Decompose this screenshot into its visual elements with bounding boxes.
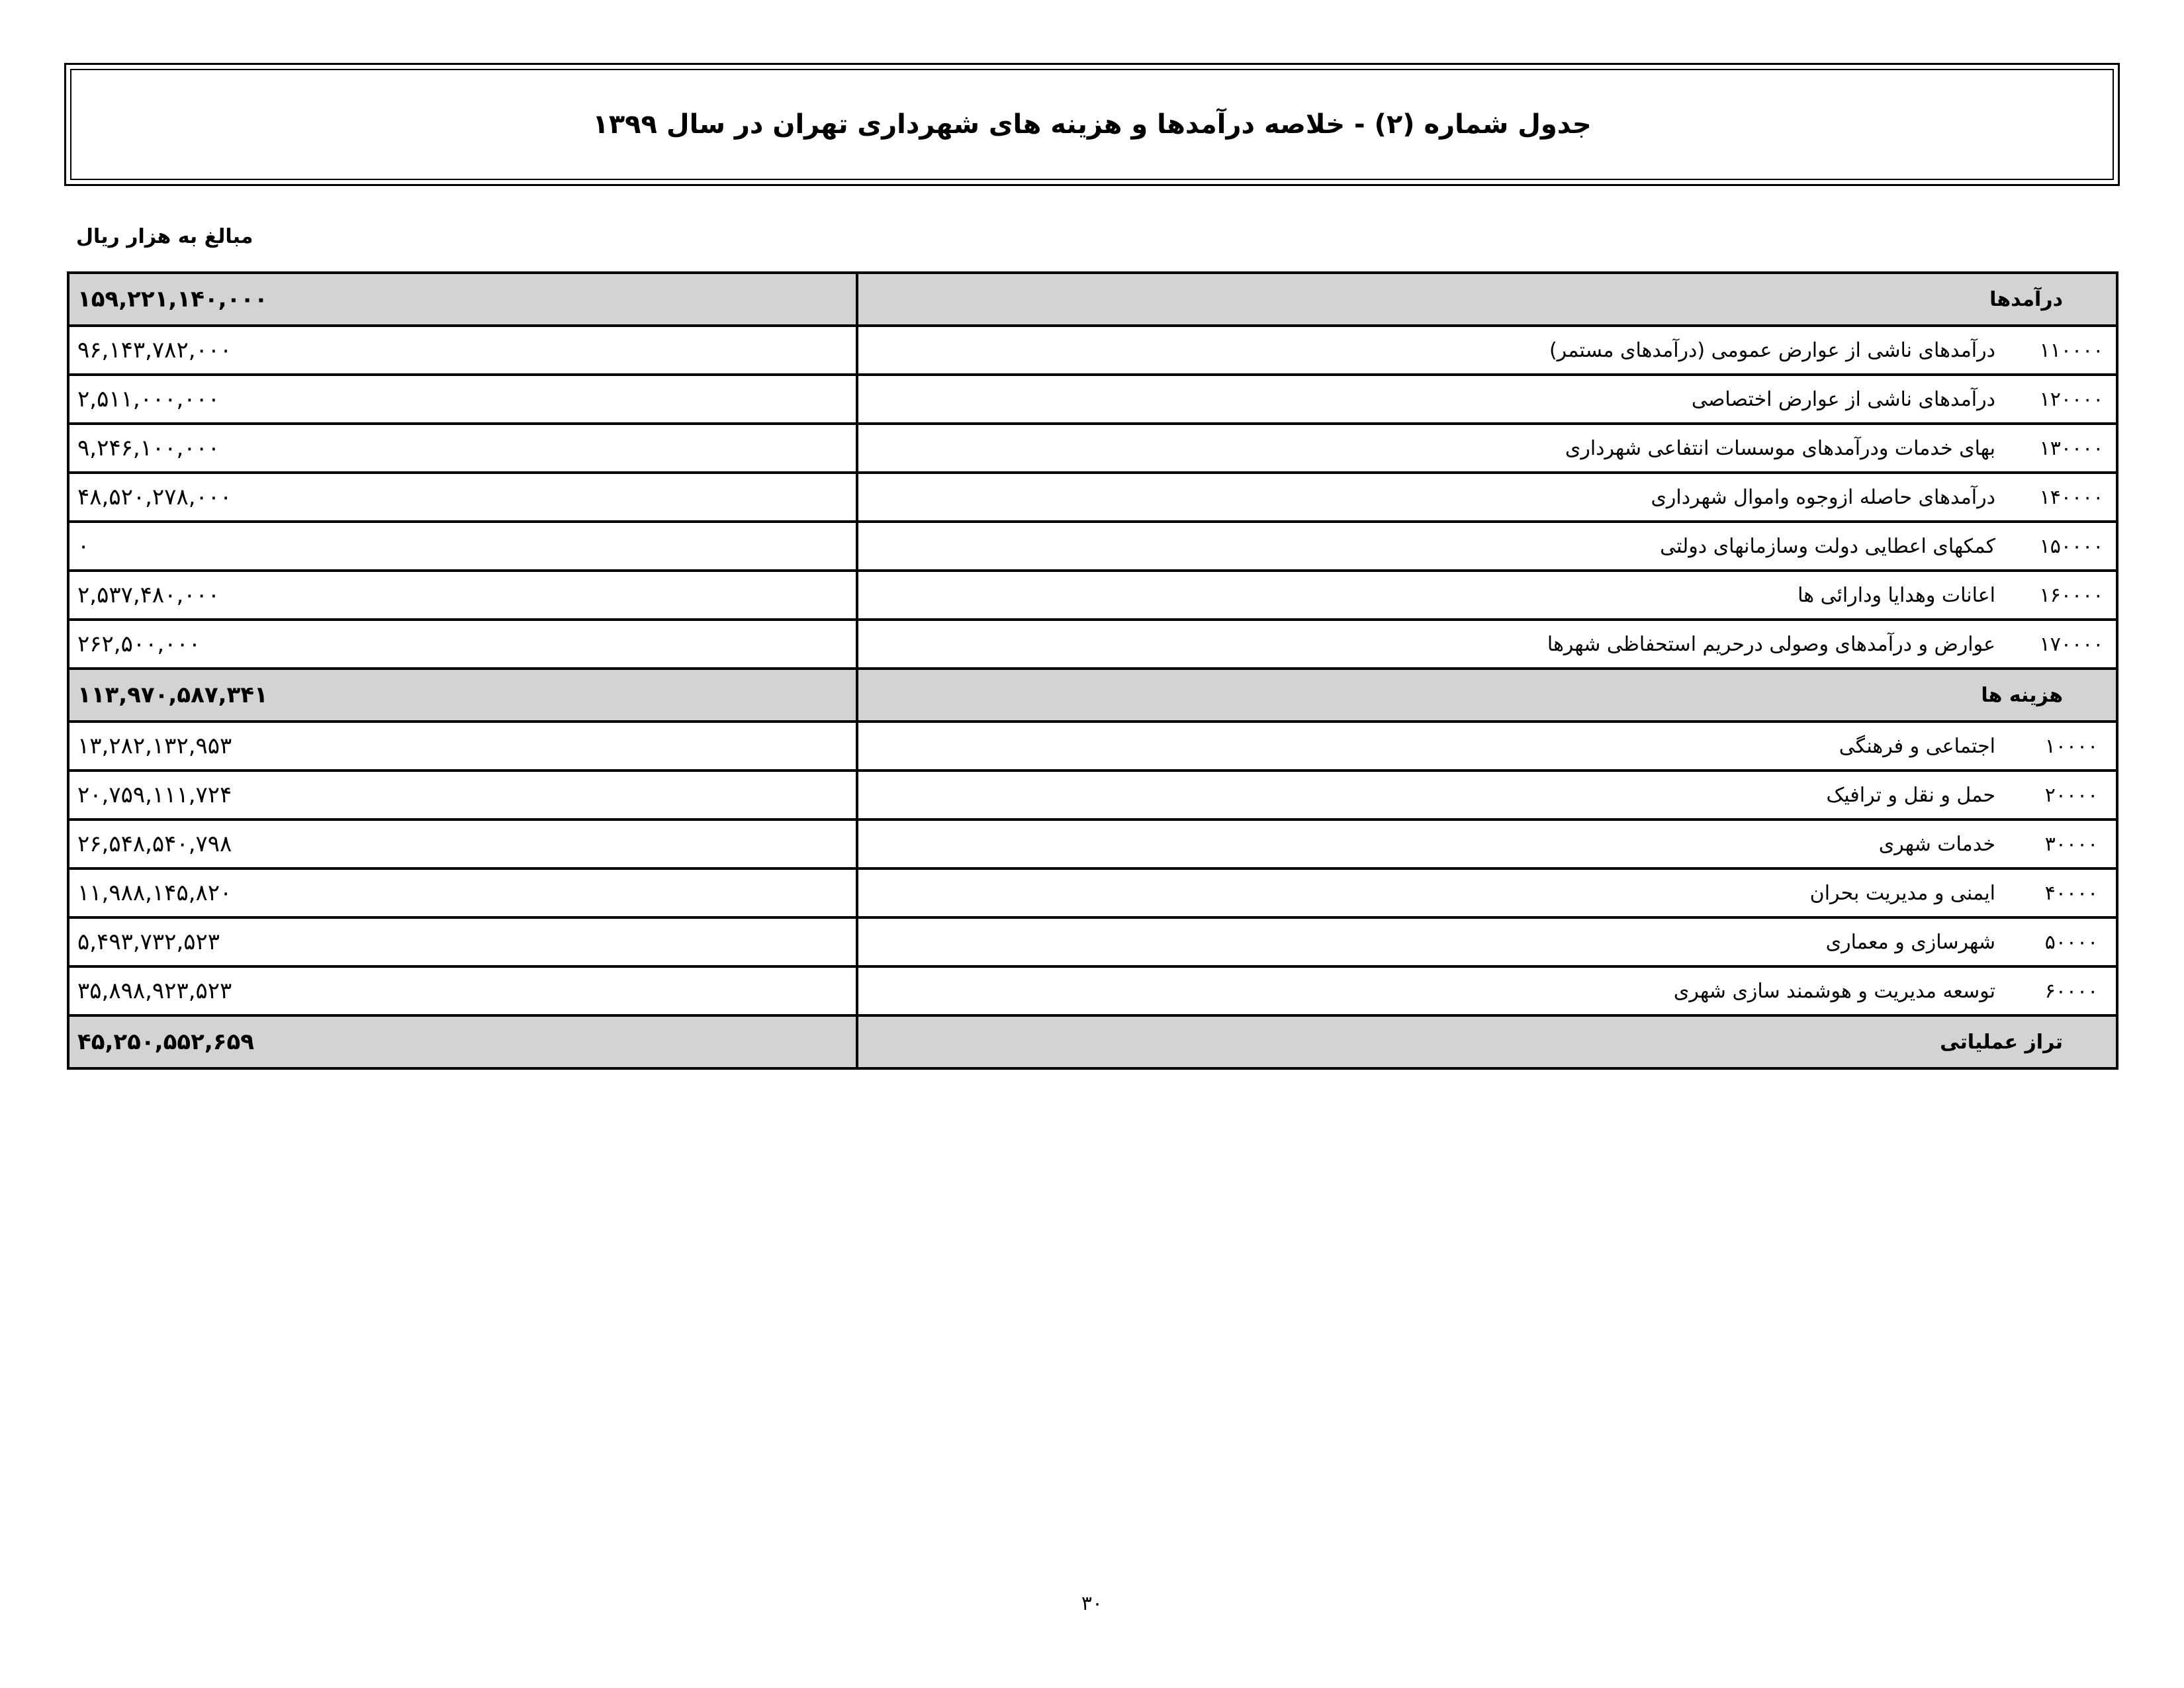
page-title: جدول شماره (۲) - خلاصه درآمدها و هزینه های شهرداری تهران در سال ۱۳۹۹ xyxy=(592,109,1592,140)
income-header-row xyxy=(68,273,2117,326)
table-row xyxy=(68,473,2117,522)
table-row xyxy=(68,820,2117,868)
row-label-cell xyxy=(857,868,2117,917)
row-code: ۱۰۰۰۰ xyxy=(2044,734,2099,758)
row-code: ۱۱۰۰۰۰ xyxy=(2039,338,2104,362)
table-row xyxy=(68,424,2117,473)
row-code: ۱۶۰۰۰۰ xyxy=(2039,583,2104,607)
row-label-cell xyxy=(857,326,2117,375)
row-label: درآمدهای حاصله ازوجوه واموال شهرداری xyxy=(1651,485,1995,509)
row-label: اعانات وهدایا ودارائی ها xyxy=(1797,583,1995,607)
table-row xyxy=(68,771,2117,820)
title-box xyxy=(64,63,2120,186)
row-label: کمکهای اعطایی دولت وسازمانهای دولتی xyxy=(1660,534,1995,558)
row-label: توسعه مدیریت و هوشمند سازی شهری xyxy=(1673,979,1995,1003)
row-label: درآمدهای ناشی از عوارض اختصاصی xyxy=(1691,387,1995,411)
row-label-cell xyxy=(857,820,2117,868)
row-label: شهرسازی و معماری xyxy=(1825,930,1995,954)
row-code: ۱۳۰۰۰۰ xyxy=(2039,436,2104,460)
section-label: درآمدها xyxy=(857,273,2117,326)
row-value: ۹,۲۴۶,۱۰۰,۰۰۰ xyxy=(68,424,857,473)
row-label: اجتماعی و فرهنگی xyxy=(1839,734,1995,758)
row-label: درآمدهای ناشی از عوارض عمومی (درآمدهای مستمر) xyxy=(1549,338,1995,362)
row-label-cell xyxy=(857,620,2117,669)
row-value: ۹۶,۱۴۳,۷۸۲,۰۰۰ xyxy=(68,326,857,375)
row-label-cell xyxy=(857,722,2117,771)
row-label: خدمات شهری xyxy=(1878,832,1995,856)
table-row xyxy=(68,375,2117,424)
row-code: ۲۰۰۰۰ xyxy=(2044,783,2099,807)
row-label-cell xyxy=(857,375,2117,424)
row-label: حمل و نقل و ترافیک xyxy=(1826,783,1995,807)
row-label-cell xyxy=(857,571,2117,620)
row-code: ۱۲۰۰۰۰ xyxy=(2039,387,2104,411)
row-label: عوارض و درآمدهای وصولی درحریم استحفاظی شهرها xyxy=(1547,632,1995,656)
section-total: ۱۵۹,۲۲۱,۱۴۰,۰۰۰ xyxy=(68,273,857,326)
row-label: بهای خدمات ودرآمدهای موسسات انتفاعی شهرداری xyxy=(1565,436,1995,460)
row-label-cell xyxy=(857,522,2117,571)
row-value: ۱۱,۹۸۸,۱۴۵,۸۲۰ xyxy=(68,868,857,917)
row-code: ۱۷۰۰۰۰ xyxy=(2039,632,2104,656)
row-label: ایمنی و مدیریت بحران xyxy=(1809,881,1995,905)
row-code: ۱۴۰۰۰۰ xyxy=(2039,485,2104,509)
table-row xyxy=(68,722,2117,771)
row-label-cell xyxy=(857,917,2117,966)
row-value: ۲,۵۱۱,۰۰۰,۰۰۰ xyxy=(68,375,857,424)
row-code: ۱۵۰۰۰۰ xyxy=(2039,534,2104,558)
row-code: ۳۰۰۰۰ xyxy=(2044,832,2099,856)
page-number: ۳۰ xyxy=(1081,1592,1103,1615)
row-value: ۲,۵۳۷,۴۸۰,۰۰۰ xyxy=(68,571,857,620)
unit-note: مبالغ به هزار ریال xyxy=(76,225,253,248)
table-row xyxy=(68,917,2117,966)
row-value: ۰ xyxy=(68,522,857,571)
row-label-cell xyxy=(857,966,2117,1015)
table-row xyxy=(68,868,2117,917)
table-row xyxy=(68,522,2117,571)
summary-table xyxy=(67,271,2118,1070)
row-value: ۲۶,۵۴۸,۵۴۰,۷۹۸ xyxy=(68,820,857,868)
row-label-cell xyxy=(857,473,2117,522)
table-row xyxy=(68,966,2117,1015)
row-code: ۴۰۰۰۰ xyxy=(2044,881,2099,905)
table-row xyxy=(68,326,2117,375)
row-code: ۶۰۰۰۰ xyxy=(2044,979,2099,1003)
row-value: ۲۰,۷۵۹,۱۱۱,۷۲۴ xyxy=(68,771,857,820)
row-value: ۵,۴۹۳,۷۳۲,۵۲۳ xyxy=(68,917,857,966)
expenses-header-row xyxy=(68,669,2117,722)
table-row xyxy=(68,620,2117,669)
section-total: ۱۱۳,۹۷۰,۵۸۷,۳۴۱ xyxy=(68,669,857,722)
row-value: ۴۸,۵۲۰,۲۷۸,۰۰۰ xyxy=(68,473,857,522)
table-row xyxy=(68,571,2117,620)
row-label-cell xyxy=(857,424,2117,473)
row-label-cell xyxy=(857,771,2117,820)
row-value: ۲۶۲,۵۰۰,۰۰۰ xyxy=(68,620,857,669)
row-value: ۱۳,۲۸۲,۱۳۲,۹۵۳ xyxy=(68,722,857,771)
row-code: ۵۰۰۰۰ xyxy=(2044,930,2099,954)
section-label: تراز عملیاتی xyxy=(857,1015,2117,1068)
balance-row xyxy=(68,1015,2117,1068)
row-value: ۳۵,۸۹۸,۹۲۳,۵۲۳ xyxy=(68,966,857,1015)
section-label: هزینه ها xyxy=(857,669,2117,722)
section-total: ۴۵,۲۵۰,۵۵۲,۶۵۹ xyxy=(68,1015,857,1068)
